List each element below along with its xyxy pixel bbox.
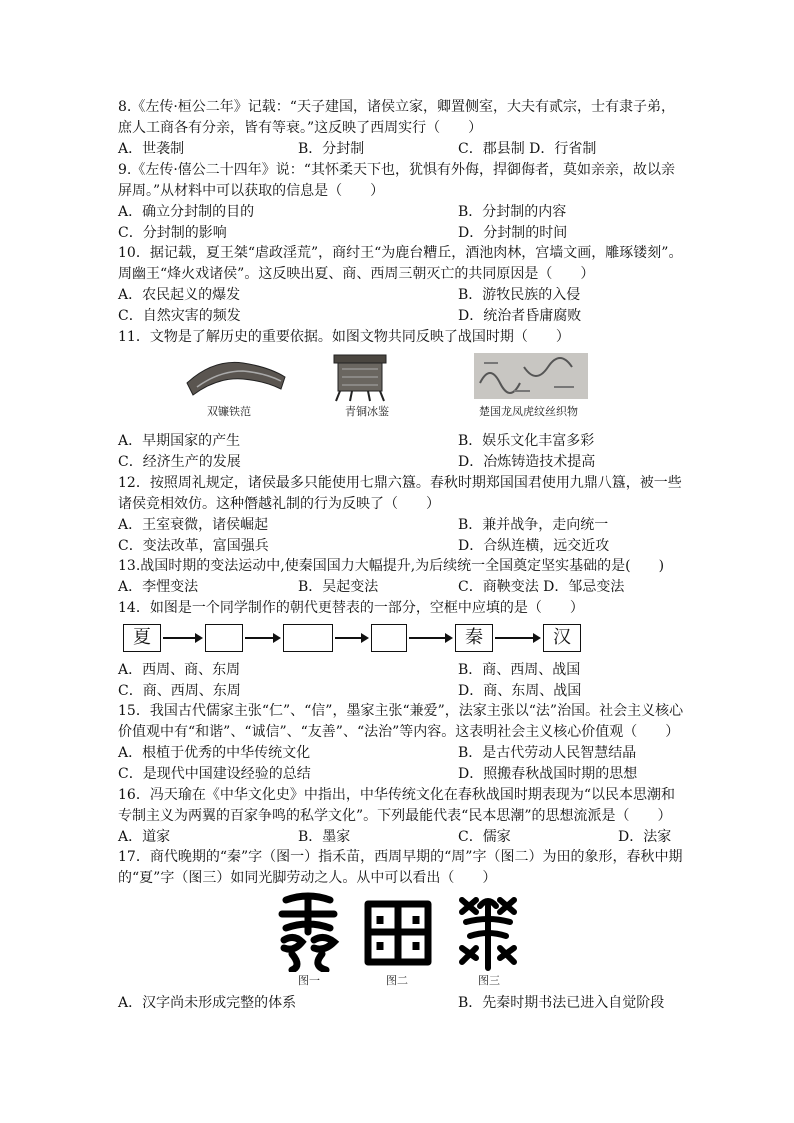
q17-caption-2: 图二	[386, 974, 408, 987]
dynasty-arrow-5	[495, 637, 539, 639]
q15-option-c: C．是现代中国建设经验的总结	[118, 766, 311, 782]
q13-option-a: A．李悝变法	[118, 579, 199, 595]
q17-caption-3: 图三	[478, 974, 500, 987]
q16-option-c: C．儒家	[458, 829, 511, 845]
q11-option-d: D．冶炼铸造技术提高	[458, 454, 596, 470]
q17-option-a: A．汉字尚未形成完整的体系	[118, 995, 297, 1011]
dynasty-box-6: 汉	[543, 624, 581, 652]
iron-mold-image	[183, 353, 289, 399]
q17-stem-line2: 的“夏”字（图三）如同光脚劳动之人。从中可以看出（ ）	[118, 870, 497, 886]
q12-option-a: A．王室衰微，诸侯崛起	[118, 517, 269, 533]
q11-stem-line1: 11．文物是了解历史的重要依据。如图文物共同反映了战国时期（ ）	[118, 329, 570, 345]
bronze-ice-vessel-image	[330, 351, 390, 403]
q16-stem-line2: 专制主义为两翼的百家争鸣的私学文化”。下列最能代表“民本思潮”的思想流派是（ ）	[118, 808, 672, 824]
dynasty-box-3-empty	[283, 624, 333, 652]
dynasty-box-4-empty	[371, 624, 407, 652]
q10-option-c: C．自然灾害的频发	[118, 308, 241, 324]
q16-option-a: A．道家	[118, 829, 171, 845]
q14-stem-line1: 14．如图是一个同学制作的朝代更替表的一部分，空框中应填的是（ ）	[118, 600, 584, 616]
q14-option-d: D．商、东周、战国	[458, 683, 582, 699]
ancient-qin-character-image	[272, 892, 344, 972]
q11-caption-2: 青铜冰鉴	[345, 405, 389, 418]
q10-stem-line1: 10．据记载，夏王桀“虐政淫荒”，商纣王“为鹿台糟丘，酒池肉林，宫墙文画，雕琢镂刻”。	[118, 245, 683, 261]
q8-option-b: B．分封制	[298, 141, 365, 157]
q16-option-b: B．墨家	[298, 829, 351, 845]
dynasty-arrow-2	[245, 637, 279, 639]
q17-stem-line1: 17．商代晚期的“秦”字（图一）指禾苗，西周早期的“周”字（图二）为田的象形，春秋中期	[118, 849, 683, 865]
q16-stem-line1: 16．冯天瑜在《中华文化史》中指出，中华传统文化在春秋战国时期表现为“以民本思潮和	[118, 787, 675, 803]
q9-stem-line2: 屏周。”从材料中可以获取的信息是（ ）	[118, 183, 385, 199]
q15-option-b: B．是古代劳动人民智慧结晶	[458, 745, 637, 761]
q12-stem-line1: 12．按照周礼规定，诸侯最多只能使用七鼎六簋。春秋时期郑国国君使用九鼎八簋，被一些	[118, 475, 682, 491]
dynasty-arrow-1	[163, 637, 201, 639]
q13-option-b: B．吴起变法	[298, 579, 379, 595]
dynasty-box-2-empty	[205, 624, 243, 652]
ancient-zhou-character-image	[360, 892, 436, 972]
q10-option-a: A．农民起义的爆发	[118, 287, 241, 303]
q8-stem-line2: 庶人工商各有分亲，皆有等衰。”这反映了西周实行（ ）	[118, 120, 483, 136]
q11-caption-1: 双镰铁范	[207, 405, 251, 418]
q9-option-c: C．分封制的影响	[118, 225, 227, 241]
q8-option-a: A．世袭制	[118, 141, 185, 157]
q9-option-d: D．分封制的时间	[458, 225, 568, 241]
q9-option-b: B．分封制的内容	[458, 204, 567, 220]
ancient-xia-character-image	[452, 892, 524, 972]
q10-stem-line2: 周幽王“烽火戏诸侯”。这反映出夏、商、西周三朝灭亡的共同原因是（ ）	[118, 266, 595, 282]
q9-stem-line1: 9.《左传·僖公二十四年》说：“其怀柔天下也，犹惧有外侮，捍御侮者，莫如亲亲，故以亲	[118, 162, 675, 178]
q10-option-b: B．游牧民族的入侵	[458, 287, 581, 303]
q11-option-b: B．娱乐文化丰富多彩	[458, 433, 595, 449]
q15-stem-line1: 15．我国古代儒家主张“仁”、“信”，墨家主张“兼爱”，法家主张以“法”治国。社会主义核心	[118, 703, 684, 719]
q17-caption-1: 图一	[298, 974, 320, 987]
q16-option-d: D．法家	[618, 829, 672, 845]
dynasty-arrow-3	[335, 637, 367, 639]
q14-option-c: C．商、西周、东周	[118, 683, 241, 699]
q12-option-d: D．合纵连横，远交近攻	[458, 538, 610, 554]
q13-stem-line1: 13.战国时期的变法运动中,使秦国国力大幅提升,为后续统一全国奠定坚实基础的是( )	[118, 558, 665, 574]
q14-option-a: A．西周、商、东周	[118, 662, 241, 678]
q12-option-b: B．兼并战争，走向统一	[458, 517, 609, 533]
q15-option-a: A．根植于优秀的中华传统文化	[118, 745, 311, 761]
q12-option-c: C．变法改革，富国强兵	[118, 538, 269, 554]
q11-caption-3: 楚国龙凤虎纹丝织物	[479, 405, 578, 418]
q15-stem-line2: 价值观中有“和谐”、“诚信”、“友善”、“法治”等内容。这表明社会主义核心价值观（ ）	[118, 724, 680, 740]
q13-option-cd: C．商鞅变法 D．邹忌变法	[458, 579, 625, 595]
dynasty-box-5: 秦	[455, 624, 493, 652]
q14-option-b: B．商、西周、战国	[458, 662, 581, 678]
q8-option-cd: C．郡县制 D．行省制	[458, 141, 597, 157]
q8-stem-line1: 8.《左传·桓公二年》记载：“天子建国，诸侯立家，卿置侧室，大夫有贰宗，士有隶子弟，	[118, 99, 675, 115]
q11-option-c: C．经济生产的发展	[118, 454, 241, 470]
q12-stem-line2: 诸侯竞相效仿。这种僭越礼制的行为反映了（ ）	[118, 496, 440, 512]
q11-option-a: A．早期国家的产生	[118, 433, 241, 449]
q17-option-b: B．先秦时期书法已进入自觉阶段	[458, 995, 665, 1011]
q10-option-d: D．统治者昏庸腐败	[458, 308, 582, 324]
dynasty-arrow-4	[409, 637, 451, 639]
q9-option-a: A．确立分封制的目的	[118, 204, 255, 220]
silk-fabric-image	[474, 353, 588, 399]
dynasty-box-1: 夏	[123, 624, 161, 652]
q15-option-d: D．照搬春秋战国时期的思想	[458, 766, 638, 782]
